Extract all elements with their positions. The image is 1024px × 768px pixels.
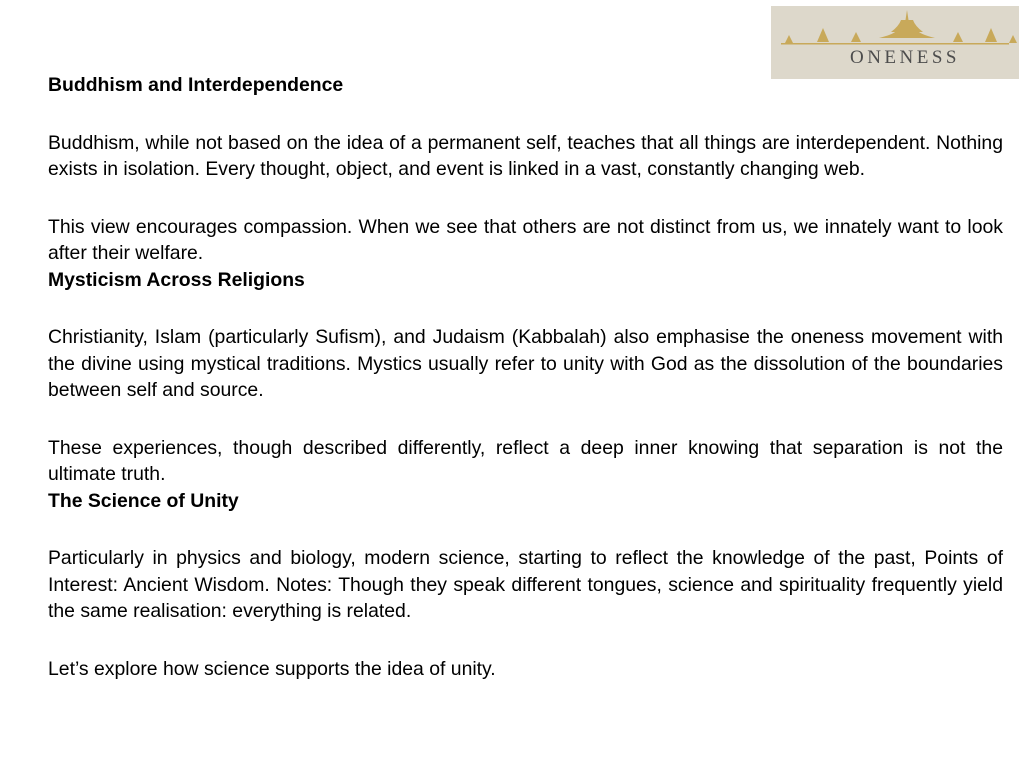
section-heading-mysticism: Mysticism Across Religions (48, 268, 305, 291)
pagoda-icon (771, 6, 1019, 46)
paragraph: Particularly in physics and biology, modern science, starting to reflect the knowledge of the past, Points of Interest: Ancient Wisdom. Notes: Though they speak different tongues, science and spirituality frequently yield the same realisation: everything is related. (48, 547, 1003, 622)
section-heading-science: The Science of Unity (48, 489, 239, 512)
paragraph: Christianity, Islam (particularly Sufism), and Judaism (Kabbalah) also emphasise the oneness movement with the divine using mystical traditions. Mystics usually refer to unity with God as the dissolution of the boundaries between self and source. (48, 326, 1003, 401)
document-body (48, 72, 1003, 682)
paragraph: These experiences, though described differently, reflect a deep inner knowing that separation is not the ultimate truth. (48, 436, 1003, 485)
paragraph: Let’s explore how science supports the idea of unity. (48, 657, 496, 680)
section-heading-buddhism: Buddhism and Interdependence (48, 74, 344, 96)
paragraph: This view encourages compassion. When we see that others are not distinct from us, we innately want to look after their welfare. (48, 215, 1003, 264)
oneness-logo (771, 6, 1019, 79)
logo-wordmark: ONENESS (849, 47, 960, 68)
paragraph: Buddhism, while not based on the idea of a permanent self, teaches that all things are interdependent. Nothing exists in isolation. Every thought, object, and event is linked in a vast, constantly changing web. (48, 131, 1003, 180)
